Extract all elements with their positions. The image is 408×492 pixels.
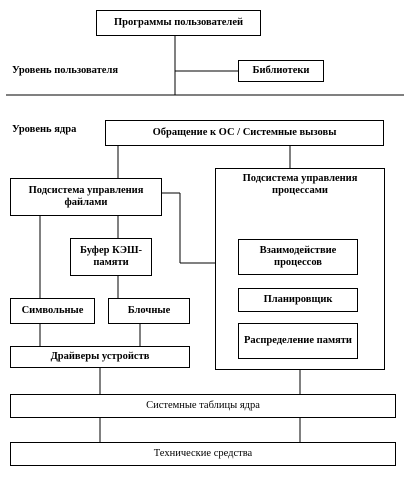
hardware-box bbox=[10, 442, 396, 466]
scheduler-box bbox=[238, 288, 358, 312]
os-calls-box bbox=[105, 120, 384, 146]
libraries-box bbox=[238, 60, 324, 82]
process-subsystem-label: Подсистема управления процессами bbox=[242, 173, 358, 196]
cache-buffer-box bbox=[70, 238, 152, 276]
scheduler-label: Планировщик bbox=[263, 294, 333, 306]
os-calls-label: Обращение к ОС / Системные вызовы bbox=[152, 127, 337, 139]
device-drivers-label: Драйверы устройств bbox=[50, 351, 150, 363]
memory-management-label: Распределение памяти bbox=[244, 335, 352, 347]
hardware-label: Технические средства bbox=[153, 448, 253, 460]
block-devices-label: Блочные bbox=[127, 305, 171, 317]
file-subsystem-box bbox=[10, 178, 162, 216]
kernel-tables-label: Системные таблицы ядра bbox=[146, 400, 260, 412]
block-devices-box bbox=[108, 298, 190, 324]
file-subsystem-label: Подсистема управления файлами bbox=[28, 185, 144, 208]
ipc-label: Взаимодействие процессов bbox=[259, 245, 337, 268]
kernel-level-label: Уровень ядра bbox=[12, 124, 77, 135]
device-drivers-box bbox=[10, 346, 190, 368]
user-programs-label: Программы пользователей bbox=[113, 17, 244, 29]
character-devices-box bbox=[10, 298, 95, 324]
cache-buffer-label: Буфер КЭШ-памяти bbox=[80, 245, 142, 268]
user-level-label: Уровень пользователя bbox=[12, 65, 119, 76]
libraries-label: Библиотеки bbox=[252, 65, 310, 77]
character-devices-label: Символьные bbox=[21, 305, 84, 317]
user-programs-box bbox=[96, 10, 261, 36]
memory-management-box bbox=[238, 323, 358, 359]
ipc-box bbox=[238, 239, 358, 275]
kernel-tables-box bbox=[10, 394, 396, 418]
